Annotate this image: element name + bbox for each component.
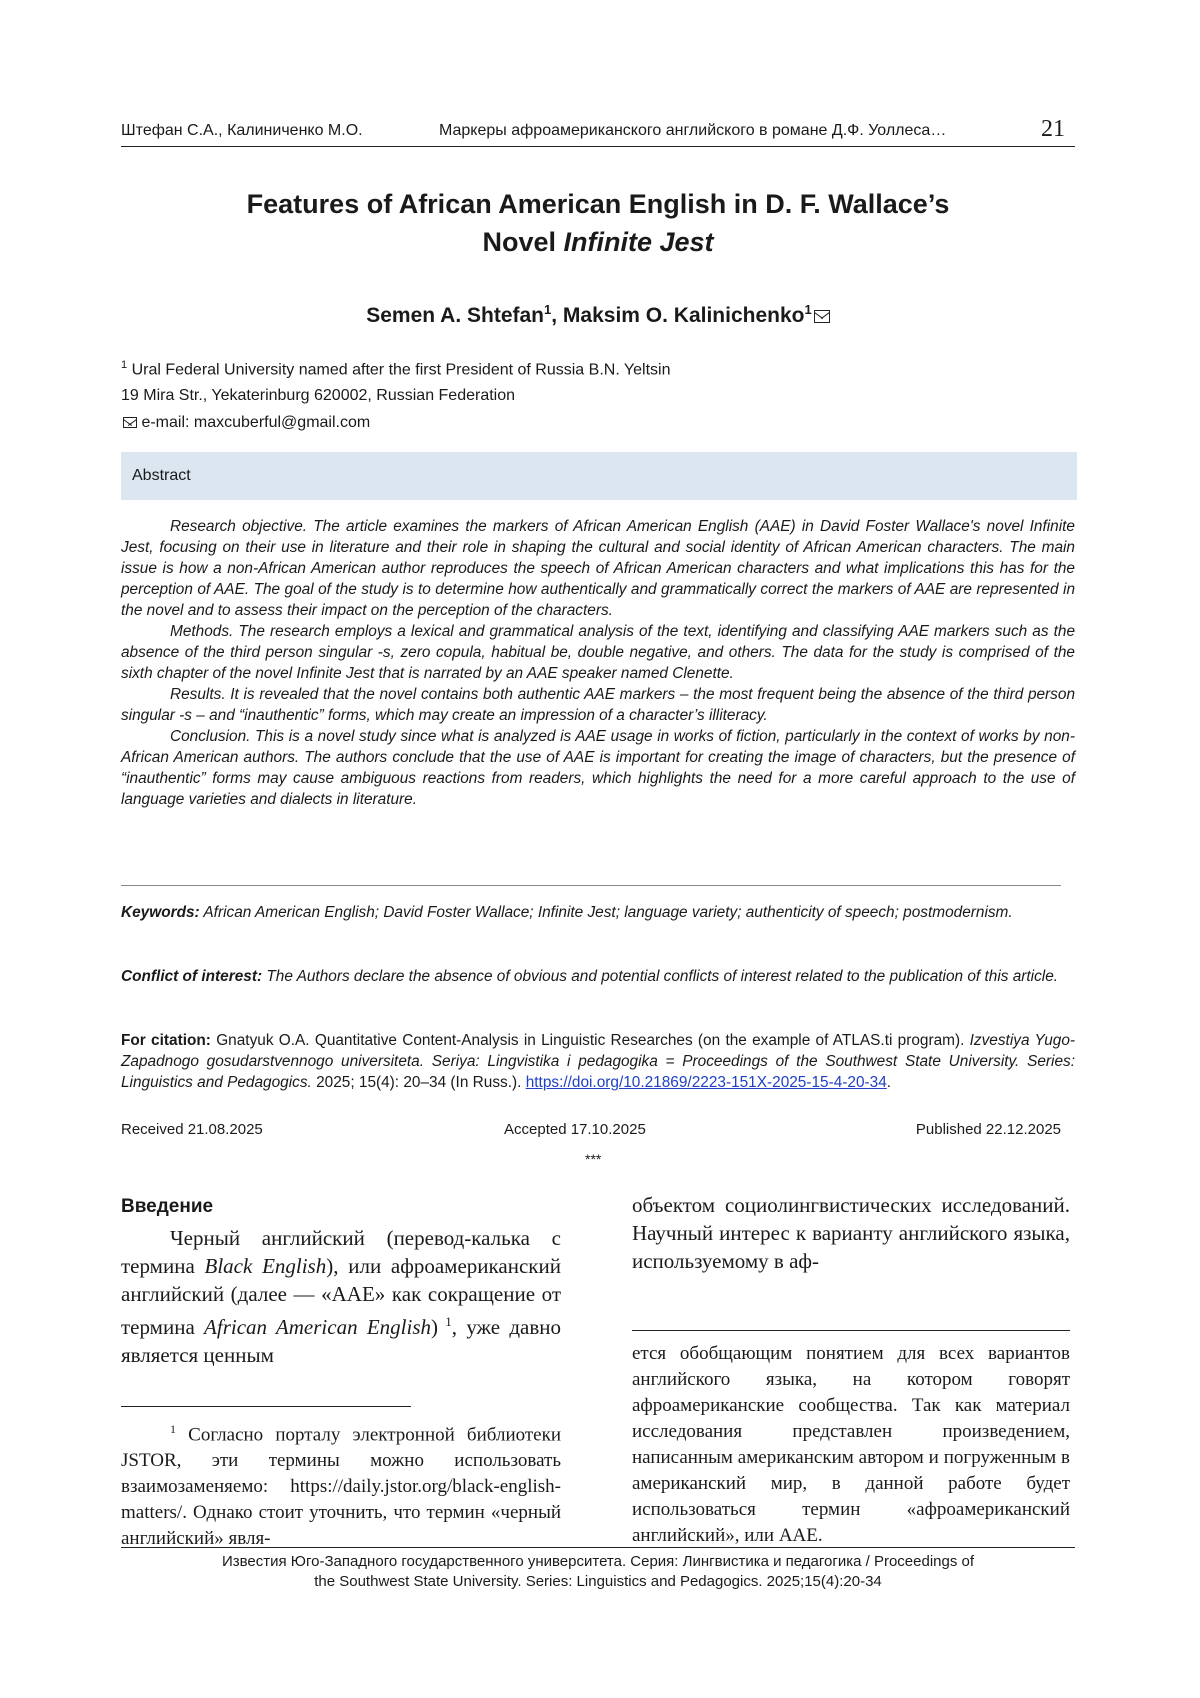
section-separator: *** xyxy=(585,1151,602,1167)
conflict-label: Conflict of interest: xyxy=(121,968,263,985)
authors: Semen A. Shtefan$^1$, Maksim O. Kalinichenko$^1$ xyxy=(121,302,1075,328)
author-1-sup: 1 xyxy=(544,302,552,317)
citation-issue: 2025; 15(4): 20–34 (In Russ.). xyxy=(311,1074,526,1091)
intro-term-black-english: Black English xyxy=(204,1254,327,1278)
article-title xyxy=(121,185,1075,261)
title-line-2-prefix: Novel xyxy=(482,227,564,257)
conflict-text: The Authors declare the absence of obvious and potential conflicts of interest related to the publication of this article. xyxy=(266,968,1059,985)
running-header xyxy=(121,118,1075,147)
footnote-number: 1 xyxy=(170,1422,176,1436)
footnote-divider-left xyxy=(121,1406,411,1407)
intro-text-a: Черный английский (перевод-калька с термина xyxy=(121,1226,561,1278)
footnote-divider-right xyxy=(632,1330,1070,1331)
received-date: Received 21.08.2025 xyxy=(121,1121,263,1138)
keywords-label: Keywords: xyxy=(121,904,200,921)
author-1: Semen A. Shtefan xyxy=(366,304,545,327)
email-line xyxy=(121,414,370,432)
abstract-results: Results. It is revealed that the novel contains both authentic AAE markers – the most frequent being the absence of the third person singular -s – and “inauthentic” forms, which may create an impression of a character’s illiteracy. xyxy=(121,686,1075,724)
intro-paragraph xyxy=(121,1224,561,1369)
footer-divider xyxy=(121,1547,1075,1548)
abstract-header xyxy=(121,452,1077,500)
author-2-sup: 1 xyxy=(804,302,812,317)
intro-text-c: ) xyxy=(431,1315,439,1339)
intro-right-column: объектом социолингвистических исследований. Научный интерес к варианту английского языка, используемому в аф- xyxy=(632,1193,1070,1273)
citation xyxy=(121,1030,1075,1093)
page-number: 21 xyxy=(1041,116,1065,142)
title-italic: Infinite Jest xyxy=(563,227,714,257)
dates xyxy=(121,1121,1061,1141)
footer-line-1: Известия Юго-Западного государственного университета. Серия: Лингвистика и педагогика / Proceedings of xyxy=(221,1553,975,1570)
footnote-paragraph xyxy=(121,1416,561,1552)
envelope-icon xyxy=(123,417,137,428)
affiliation-sup: 1 xyxy=(121,359,128,371)
abstract-body xyxy=(121,516,1075,810)
intro-text-d: , уже давно является ценным xyxy=(121,1315,562,1367)
footer-line-2: the Southwest State University. Series: Linguistics and Pedagogics. 2025;15(4):20-34 xyxy=(314,1573,882,1590)
published-date: Published 22.12.2025 xyxy=(915,1121,1061,1138)
affiliation-line-1 xyxy=(121,352,670,383)
citation-end: . xyxy=(886,1074,892,1091)
citation-journal: Izvestiya Yugo-Zapadnogo gosudarstvennogo universiteta. Seriya: Lingvistika i pedagogika = Proceedings of the Southwest State University. Series: Linguistics and Pedagogics. xyxy=(121,1032,1076,1091)
citation-label: For citation: xyxy=(121,1032,211,1049)
abstract-objective: Research objective. The article examines the markers of African American English (AAE) in David Foster Wallace's novel Infinite Jest, focusing on their use in literature and their role in shaping the cultural and social identity of African American characters. The main issue is how a non-African American author reproduces the speech of African American characters and what implications this has for the perception of AAE. The goal of the study is to determine how authentically and grammatically correct the markers of AAE are represented in the novel and to assess their impact on the perception of the characters. xyxy=(121,518,1075,619)
footnote-left xyxy=(121,1416,561,1552)
running-header-authors: Штефан С.А., Калиниченко М.О. xyxy=(121,122,363,139)
footnote-right: ется обобщающим понятием для всех вариантов английского языка, на котором говорят афроамериканские сообщества. Так как материал исследования представлен произведением, написанным американским автором и погруженным в американский мир, в данной работе будет использоваться термин «афроамериканский английский», или AAE. xyxy=(632,1343,1070,1546)
journal-footer xyxy=(121,1552,1075,1592)
author-2: Maksim O. Kalinichenko xyxy=(562,304,805,327)
citation-text: Gnatyuk O.A. Quantitative Content-Analysis in Linguistic Researches (on the example of ATLAS.ti program). xyxy=(216,1032,970,1049)
running-header-title: Маркеры афроамериканского английского в романе Д.Ф. Уоллеса… xyxy=(439,122,947,139)
keywords-text: African American English; David Foster Wallace; Infinite Jest; language variety; authenticity of speech; postmodernism. xyxy=(203,904,1013,921)
section-heading: Введение xyxy=(121,1196,214,1217)
abstract-divider xyxy=(121,885,1061,886)
affiliation xyxy=(121,352,670,409)
intro-left-column xyxy=(121,1224,561,1369)
keywords xyxy=(121,902,1075,923)
envelope-icon[interactable] xyxy=(814,310,830,323)
title-line-1: Features of African American English in D. F. Wallace’s xyxy=(246,189,950,219)
title-line-2 xyxy=(121,223,1075,261)
abstract-conclusion: Conclusion. This is a novel study since what is analyzed is AAE usage in works of fiction, particularly in the context of works by non-African American authors. The authors conclude that the use of AAE is important for creating the image of characters, but the presence of “inauthentic” forms may cause ambiguous reactions from readers, which highlights the need for a more careful approach to the use of language varieties and dialects in literature. xyxy=(121,728,1075,808)
accepted-date: Accepted 17.10.2025 xyxy=(504,1121,646,1138)
affiliation-name: Ural Federal University named after the first President of Russia B.N. Yeltsin xyxy=(131,361,671,379)
footnote-ref[interactable]: 1 xyxy=(438,1314,452,1329)
conflict-of-interest xyxy=(121,966,1075,987)
doi-link[interactable]: https://doi.org/10.21869/2223-151X-2025-15-4-20-34 xyxy=(525,1074,887,1091)
intro-term-aae: African American English xyxy=(204,1315,432,1339)
abstract-label: Abstract xyxy=(132,467,191,484)
abstract-methods: Methods. The research employs a lexical and grammatical analysis of the text, identifying and classifying AAE markers such as the absence of the third person singular -s, zero copula, habitual be, double negative, and others. The data for the study is comprised of the sixth chapter of the novel Infinite Jest that is narrated by an AAE speaker named Clenette. xyxy=(121,623,1075,682)
email-address[interactable]: e-mail: maxcuberful@gmail.com xyxy=(141,414,371,431)
affiliation-line-2: 19 Mira Str., Yekaterinburg 620002, Russian Federation xyxy=(121,387,516,405)
footnote-left-text: Согласно порталу электронной библиотеки JSTOR, эти термины можно использовать взаимозаменяемо: https://daily.jstor.org/black-english-matters/. Однако стоит уточнить, что термин «черный английский» явля- xyxy=(121,1424,561,1550)
intro-text-b: ), или афроамериканский английский (далее — «AAE» как сокращение от термина xyxy=(121,1254,561,1339)
